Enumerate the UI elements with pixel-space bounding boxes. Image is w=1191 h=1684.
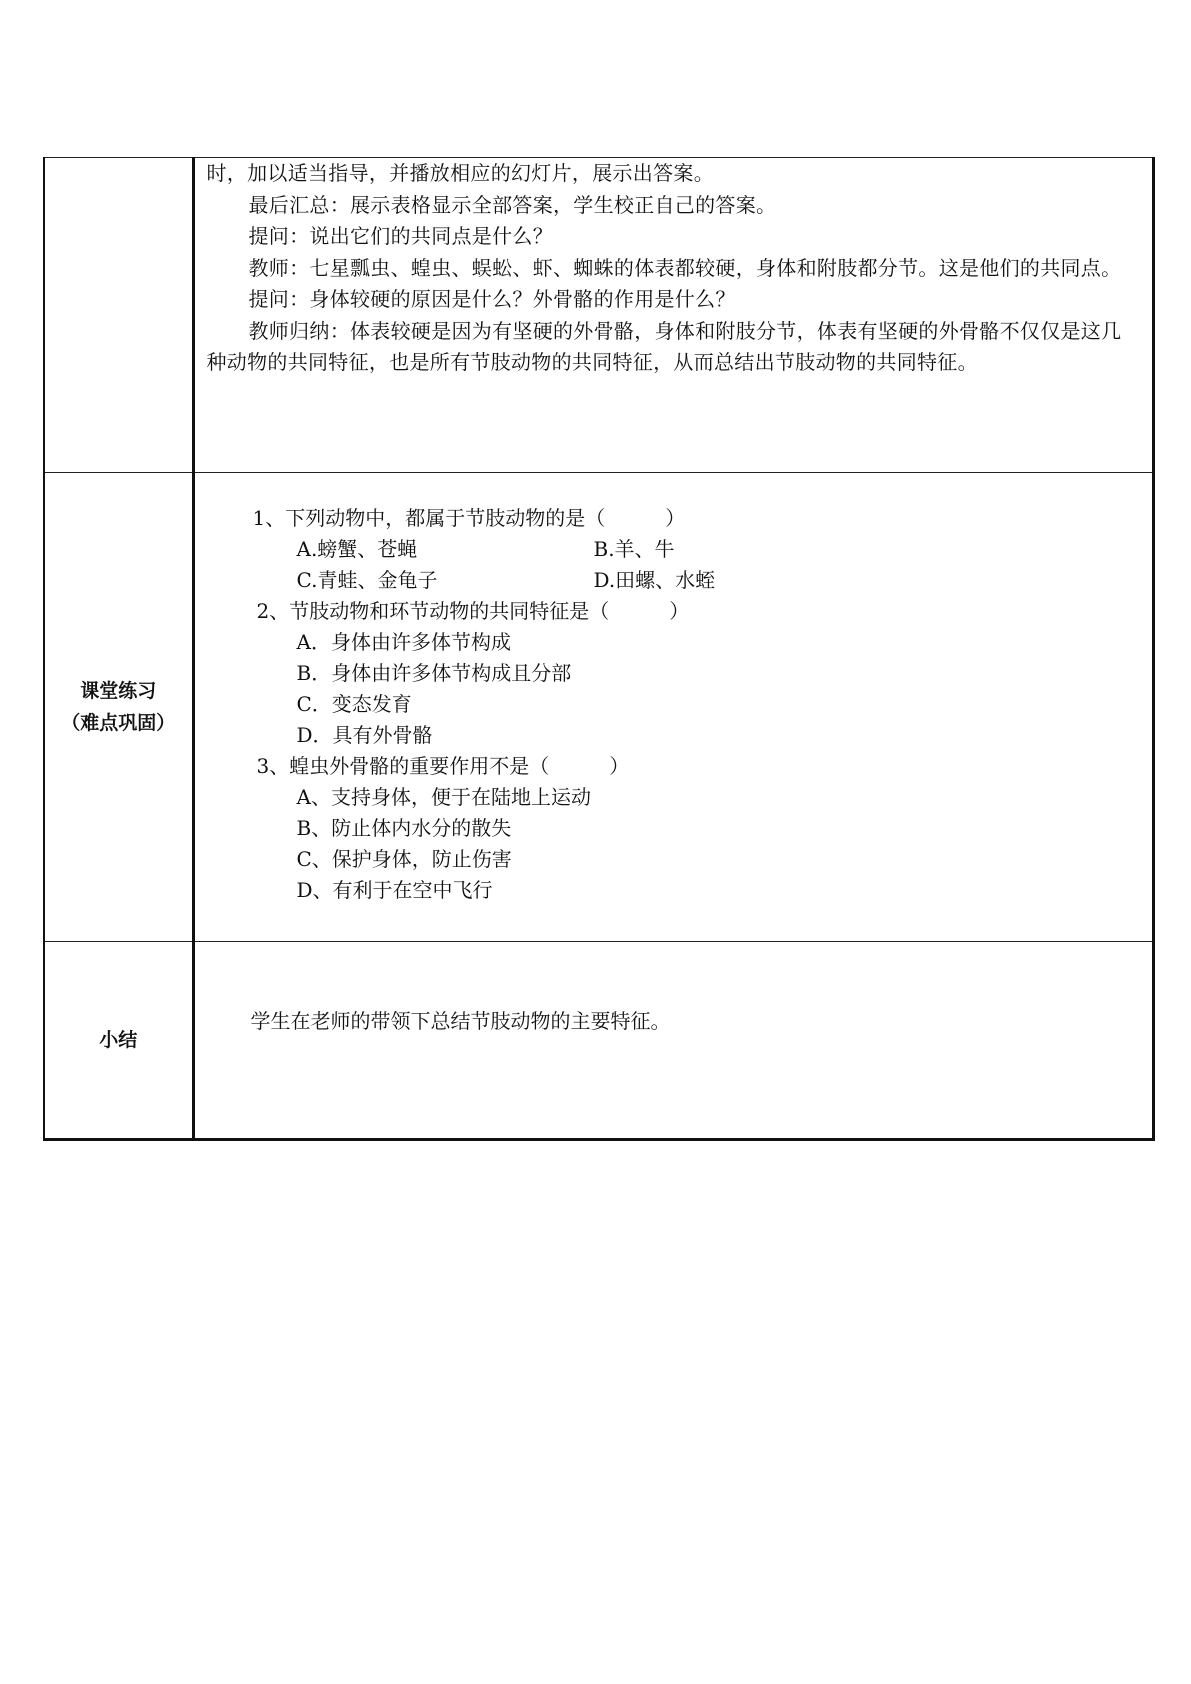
question-1-options-cd <box>195 565 1152 596</box>
teaching-line: 提问：身体较硬的原因是什么？外骨骼的作用是什么？ <box>248 287 736 311</box>
option: C．变态发育 <box>296 692 412 716</box>
teaching-line: 教师：七星瓢虫、蝗虫、蜈蚣、虾、蜘蛛的体表都较硬，身体和附肢都分节。这是他们的共同点。 <box>248 255 1122 280</box>
option: D．具有外骨骼 <box>296 723 433 747</box>
teaching-content-cell <box>193 158 1153 473</box>
question-3: 3、蝗虫外骨骼的重要作用不是（ ） <box>256 754 630 778</box>
option: A.螃蟹、苍蝇 <box>296 537 418 561</box>
option: A．身体由许多体节构成 <box>296 630 511 654</box>
option: C、保护身体，防止伤害 <box>296 847 512 871</box>
summary-text: 学生在老师的带领下总结节肢动物的主要特征。 <box>250 1009 671 1033</box>
question-1-options-ab <box>195 534 1152 565</box>
option: B.羊、牛 <box>593 537 675 561</box>
teaching-label-cell <box>44 158 193 473</box>
summary-content-cell <box>193 942 1153 1140</box>
summary-row <box>44 942 1153 1140</box>
practice-content <box>195 473 1152 906</box>
teaching-line: 提问：说出它们的共同点是什么？ <box>248 224 553 248</box>
practice-label-cell <box>44 473 193 942</box>
practice-row <box>44 473 1153 942</box>
teaching-line: 时，加以适当指导，并播放相应的幻灯片，展示出答案。 <box>206 161 714 185</box>
question-2: 2、节肢动物和环节动物的共同特征是（ ） <box>256 599 690 623</box>
practice-label: 课堂练习 <box>80 680 157 702</box>
option: D.田螺、水蛭 <box>593 568 716 592</box>
practice-content-cell <box>193 473 1153 942</box>
lesson-table <box>43 157 1155 1141</box>
practice-sublabel: （难点巩固） <box>61 712 176 734</box>
teaching-content <box>195 158 1152 379</box>
option: D、有利于在空中飞行 <box>296 878 493 902</box>
teaching-line: 教师归纳：体表较硬是因为有坚硬的外骨骼，身体和附肢分节，体表有坚硬的外骨骼不仅仅是这几种动物的共同特征，也是所有节肢动物的共同特征，从而总结出节肢动物的共同特征。 <box>206 318 1122 374</box>
teaching-line: 最后汇总：展示表格显示全部答案，学生校正自己的答案。 <box>248 192 777 217</box>
option: B．身体由许多体节构成且分部 <box>296 661 572 685</box>
question-1: 1、下列动物中，都属于节肢动物的是（ ） <box>252 506 686 530</box>
option: B、防止体内水分的散失 <box>296 816 512 840</box>
teaching-row <box>44 158 1153 473</box>
option: A、支持身体，便于在陆地上运动 <box>296 785 591 809</box>
summary-label-cell <box>44 942 193 1140</box>
summary-label: 小结 <box>99 1029 138 1051</box>
option: C.青蛙、金龟子 <box>296 568 438 592</box>
